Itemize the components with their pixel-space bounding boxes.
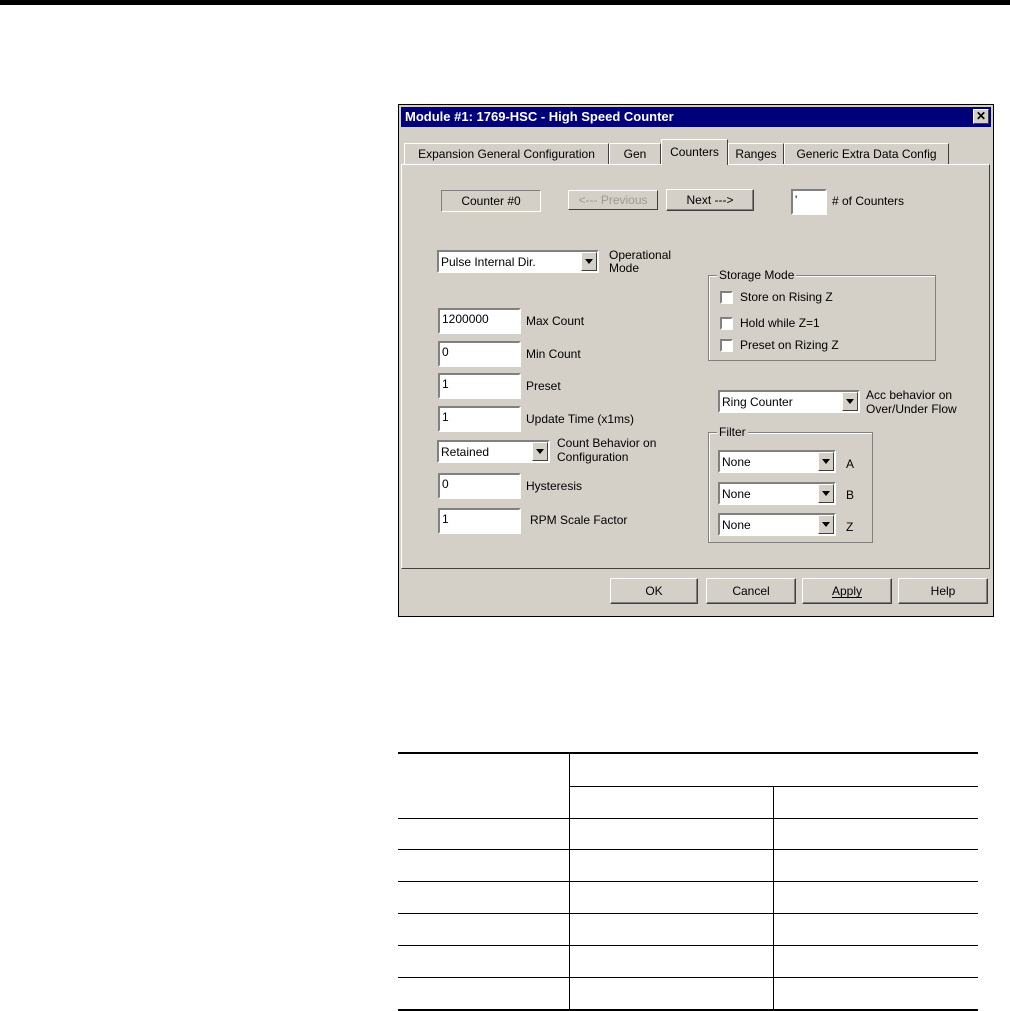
chevron-down-icon[interactable] [842,392,858,411]
previous-label: <--- Previous [578,193,648,207]
help-button[interactable] [898,578,988,604]
ok-button[interactable] [610,578,698,604]
table-row-rule [398,818,978,819]
filter-a-label: A [846,457,855,471]
count-behavior-value: Retained [441,445,490,459]
tab-gen[interactable] [609,143,661,165]
store-on-rising-z-label: Store on Rising Z [740,290,833,304]
acc-behavior-value: Ring Counter [722,395,793,409]
chevron-down-icon[interactable] [818,452,834,471]
operational-mode-label-2: Mode [609,261,640,275]
tab-label: Counters [670,145,719,159]
update-time-label: Update Time (x1ms) [526,412,635,426]
table-row-rule [398,945,978,946]
cancel-label: Cancel [732,584,770,598]
min-count-label: Min Count [526,347,581,361]
table-row-rule [398,881,978,882]
tab-label: Generic Extra Data Config [796,147,937,161]
preset-on-rizing-z-checkbox[interactable] [720,339,733,352]
tab-label: Gen [623,147,647,161]
tab-label: Ranges [735,147,777,161]
update-time-input[interactable] [438,406,521,432]
max-count-label: Max Count [526,314,585,328]
help-label: Help [930,584,956,598]
preset-value: 1 [442,377,449,391]
operational-mode-label-1: Operational [609,248,672,262]
count-behavior-label-1: Count Behavior on [557,436,657,450]
filter-z-select[interactable] [718,513,836,536]
hysteresis-value: 0 [442,477,449,491]
operational-mode-value: Pulse Internal Dir. [441,255,536,269]
hold-while-z1-label: Hold while Z=1 [740,316,820,330]
preset-on-rizing-z-label: Preset on Rizing Z [740,338,839,352]
table-top-rule [398,752,978,754]
filter-b-label: B [846,488,855,502]
cancel-button[interactable] [706,578,796,604]
next-label: Next ---> [686,193,734,207]
apply-label: Apply [831,584,863,598]
table-row-rule [398,977,978,978]
tab-counters[interactable] [661,139,728,165]
hysteresis-input[interactable] [438,473,521,499]
num-counters-label: # of Counters [832,194,905,208]
hold-while-z1-checkbox[interactable] [720,317,733,330]
table-col-divider [773,787,774,1009]
title-bar[interactable] [401,107,991,127]
chevron-down-icon[interactable] [532,442,548,461]
table-col-divider [569,753,570,1009]
max-count-value: 1200000 [442,312,489,326]
min-count-value: 0 [442,345,449,359]
ok-label: OK [645,584,663,598]
count-behavior-select[interactable] [437,440,550,463]
chevron-down-icon[interactable] [581,252,597,271]
table-subheader-rule [570,786,978,787]
close-icon: ✕ [975,109,987,123]
page-top-rule [0,0,1010,5]
acc-behavior-label-1: Acc behavior on [866,388,953,402]
filter-a-select[interactable] [718,450,836,473]
preset-input[interactable] [438,373,521,399]
close-button[interactable] [973,109,989,124]
num-counters-input[interactable] [791,189,827,215]
current-counter-label: Counter #0 [461,194,521,208]
storage-mode-title: Storage Mode [719,268,795,282]
previous-counter-button[interactable] [568,190,658,210]
window-title: Module #1: 1769-HSC - High Speed Counter [405,109,674,124]
store-on-rising-z-checkbox[interactable] [720,291,733,304]
tab-expansion-general-configuration[interactable] [404,143,609,165]
min-count-input[interactable] [438,341,521,367]
rpm-scale-value: 1 [442,512,449,526]
hysteresis-label: Hysteresis [526,479,583,493]
preset-label: Preset [526,379,561,393]
acc-behavior-select[interactable] [718,390,860,413]
num-counters-value: ' [795,193,798,207]
apply-button[interactable] [802,578,892,604]
filter-b-select[interactable] [718,482,836,505]
next-counter-button[interactable] [666,189,754,211]
table-row-rule [398,849,978,850]
rpm-scale-label: RPM Scale Factor [530,513,628,527]
filter-b-value: None [722,487,751,501]
filter-title: Filter [719,425,746,439]
tab-label: Expansion General Configuration [418,147,595,161]
count-behavior-label-2: Configuration [557,450,629,464]
rpm-scale-input[interactable] [438,508,521,534]
update-time-value: 1 [442,410,449,424]
current-counter-display [441,190,541,212]
chevron-down-icon[interactable] [818,484,834,503]
filter-z-label: Z [846,520,854,534]
tab-ranges[interactable] [728,143,784,165]
operational-mode-select[interactable] [437,250,599,273]
tab-generic-extra-data-config[interactable] [784,143,949,165]
max-count-input[interactable] [438,308,521,334]
chevron-down-icon[interactable] [818,515,834,534]
filter-a-value: None [722,455,751,469]
filter-z-value: None [722,518,751,532]
acc-behavior-label-2: Over/Under Flow [866,402,957,416]
table-row-rule [398,913,978,914]
